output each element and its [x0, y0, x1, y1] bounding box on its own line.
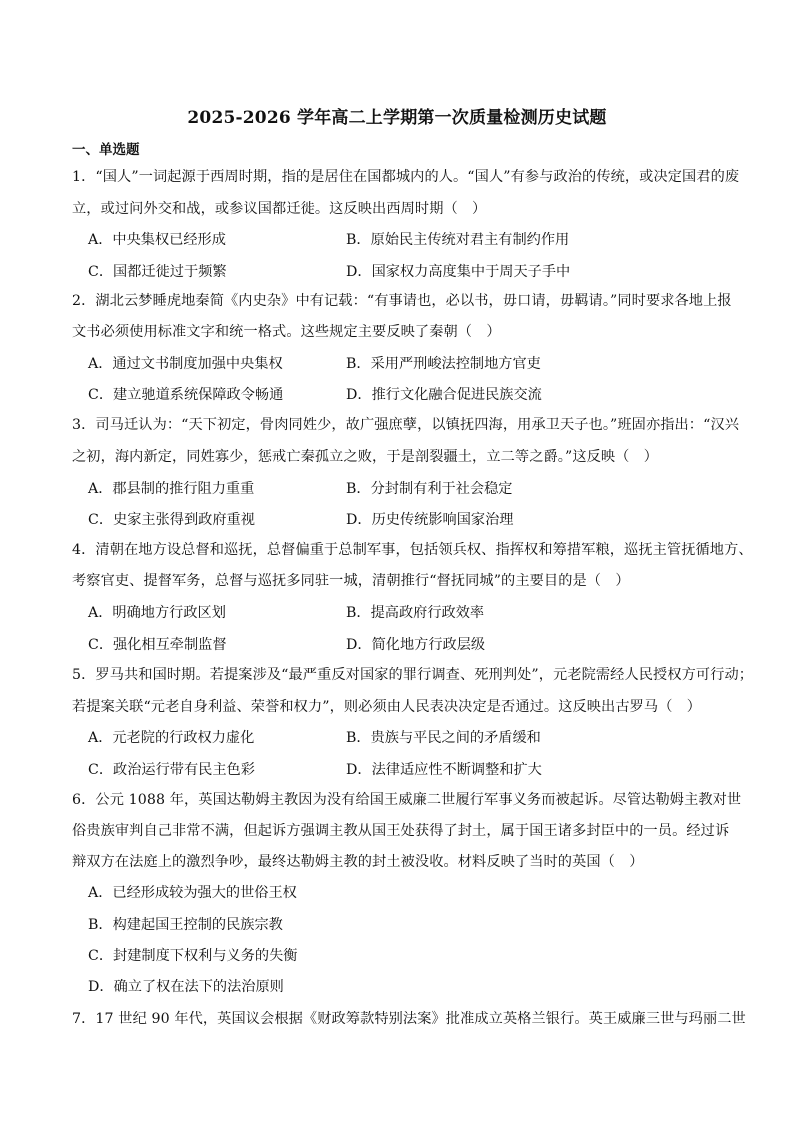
section-heading: 一、单选题: [72, 142, 140, 158]
question-5-line-1: 5．罗马共和国时期。若提案涉及“最严重反对国家的罪行调查、死刑判处”，元老院需经人民授权方可行动；: [72, 667, 754, 683]
question-4-option-d: D．简化地方行政层级: [346, 637, 486, 653]
question-4-line-2: 考察官吏、提督军务，总督与巡抚多同驻一城，清朝推行“督抚同城”的主要目的是（ ）: [72, 573, 630, 589]
question-5-option-d: D．法律适应性不断调整和扩大: [346, 762, 542, 778]
question-3-option-a: A．郡县制的推行阻力重重: [88, 481, 255, 497]
question-5-option-c: C．政治运行带有民主色彩: [88, 762, 255, 778]
question-6-line-3: 辩双方在法庭上的激烈争吵，最终达勒姆主教的封土被没收。材料反映了当时的英国（ ）: [72, 854, 644, 870]
question-7-line-1: 7．17 世纪 90 年代，英国议会根据《财政筹款特别法案》批准成立英格兰银行。英王威廉三世与玛丽二世: [72, 1011, 746, 1027]
question-1-line-2: 立，或过问外交和战，或参议国都迁徙。这反映出西周时期（ ）: [72, 201, 487, 217]
question-6-option-a: A．已经形成较为强大的世俗王权: [88, 885, 297, 901]
question-3-option-c: C．史家主张得到政府重视: [88, 512, 255, 528]
question-6-line-2: 俗贵族审判自己非常不满，但起诉方强调主教从国王处获得了封土，属于国王诸多封臣中的一员。经过诉: [72, 823, 730, 839]
question-2-option-d: D．推行文化融合促进民族交流: [346, 387, 542, 403]
question-3-line-1: 3．司马迁认为：“天下初定，骨肉同姓少，故广强庶孽，以镇抚四海，用承卫天子也。”班固亦指出：“汉兴: [72, 417, 740, 433]
question-3-option-b: B．分封制有利于社会稳定: [346, 481, 513, 497]
question-5-option-a: A．元老院的行政权力虚化: [88, 730, 255, 746]
question-2-option-a: A．通过文书制度加强中央集权: [88, 356, 283, 372]
question-6-option-c: C．封建制度下权利与义务的失衡: [88, 948, 298, 964]
question-1-line-1: 1．“国人”一词起源于西周时期，指的是居住在国都城内的人。“国人”有参与政治的传统，或决定国君的废: [72, 169, 740, 185]
question-5-option-b: B．贵族与平民之间的矛盾缓和: [346, 730, 541, 746]
question-4-option-b: B．提高政府行政效率: [346, 605, 485, 621]
question-4-option-a: A．明确地方行政区划: [88, 605, 226, 621]
question-2-line-2: 文书必须使用标准文字和统一格式。这些规定主要反映了秦朝（ ）: [72, 324, 501, 340]
question-6-line-1: 6．公元 1088 年，英国达勒姆主教因为没有给国王威廉二世履行军事义务而被起诉。尽管达勒姆主教对世: [72, 792, 742, 808]
question-6-option-d: D．确立了权在法下的法治原则: [88, 979, 284, 995]
question-3-line-2: 之初，海内新定，同姓寡少，惩戒亡秦孤立之败，于是剖裂疆土，立二等之爵。”这反映（ ）: [72, 449, 659, 465]
question-1-option-c: C．国都迁徙过于频繁: [88, 264, 227, 280]
question-1-option-d: D．国家权力高度集中于周天子手中: [346, 264, 571, 280]
question-5-line-2: 若提案关联“元老自身利益、荣誉和权力”，则必须由人民表决决定是否通过。这反映出古罗马（ ）: [72, 699, 702, 715]
question-6-option-b: B．构建起国王控制的民族宗教: [88, 917, 283, 933]
question-1-option-a: A．中央集权已经形成: [88, 232, 226, 248]
page-title: 2025-2026 学年高二上学期第一次质量检测历史试题: [187, 108, 607, 128]
question-1-option-b: B．原始民主传统对君主有制约作用: [346, 232, 570, 248]
question-2-option-b: B．采用严刑峻法控制地方官吏: [346, 356, 541, 372]
question-4-line-1: 4．清朝在地方设总督和巡抚，总督偏重于总制军事，包括领兵权、指挥权和筹措军粮，巡抚主管抚循地方、: [72, 542, 753, 558]
question-2-option-c: C．建立驰道系统保障政令畅通: [88, 387, 284, 403]
question-3-option-d: D．历史传统影响国家治理: [346, 512, 514, 528]
question-2-line-1: 2．湖北云梦睡虎地秦简《内史杂》中有记载：“有事请也，必以书，毋口请，毋羁请。”同时要求各地上报: [72, 293, 732, 309]
question-4-option-c: C．强化相互牵制监督: [88, 637, 227, 653]
